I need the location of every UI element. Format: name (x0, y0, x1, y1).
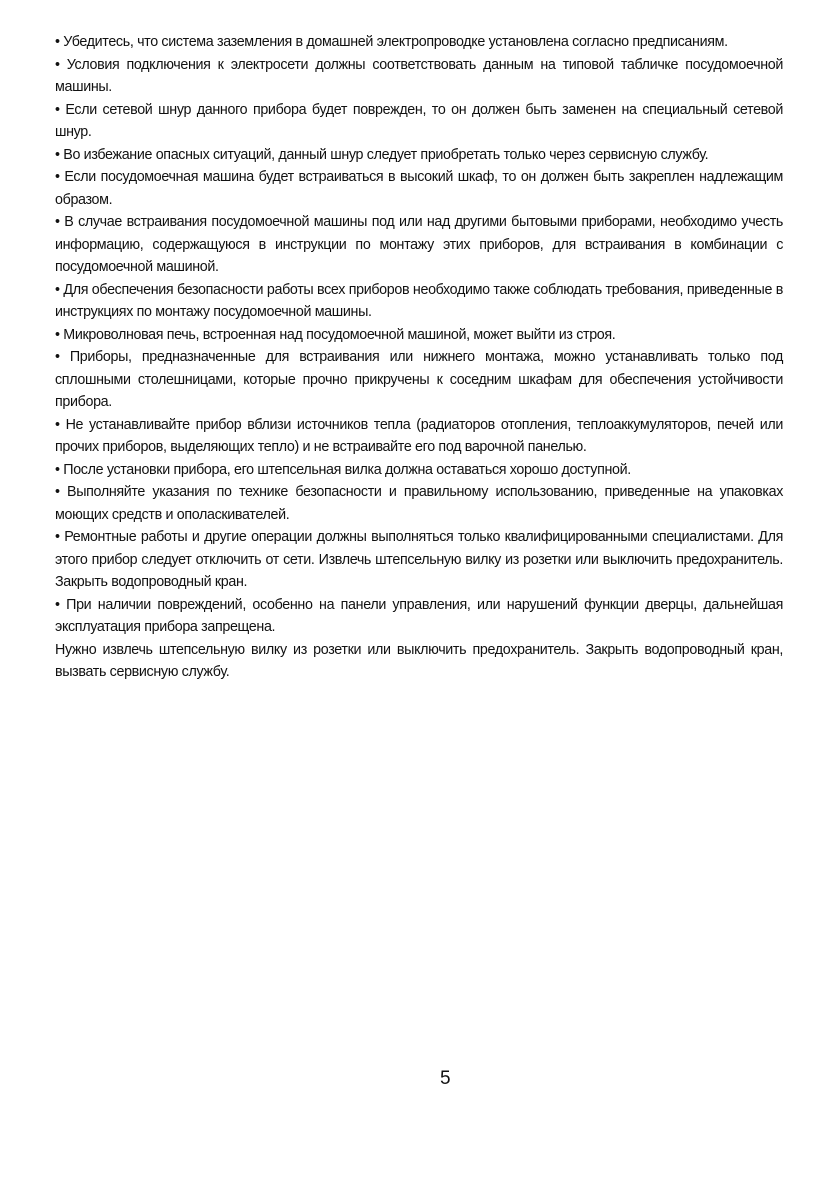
safety-paragraph: • При наличии повреждений, особенно на панели управления, или нарушений функции дверцы, дальнейшая эксплуатация прибора запрещена. (55, 596, 783, 635)
safety-paragraph: • Ремонтные работы и другие операции должны выполняться только квалифицированными специалистами. Для этого прибор следует отключить от сети. Извлечь штепсельную вилку из розетки или выключить предохранитель. Закрыть водопроводный кран. (55, 529, 783, 590)
safety-paragraph: • Не устанавливайте прибор вблизи источников тепла (радиаторов отопления, теплоаккумуляторов, печей или прочих приборов, выделяющих тепло) и не встраивайте его под варочной панелью. (55, 416, 783, 455)
safety-paragraph: • Во избежание опасных ситуаций, данный шнур следует приобретать только через сервисную службу. (55, 146, 709, 163)
page-number: 5 (440, 1068, 451, 1089)
safety-paragraph: • Приборы, предназначенные для встраивания или нижнего монтажа, можно устанавливать только под сплошными столешницами, которые прочно прикручены к соседним шкафам для обеспечения устойчивости прибора. (55, 349, 783, 410)
safety-paragraph: • В случае встраивания посудомоечной машины под или над другими бытовыми приборами, необходимо учесть информацию, содержащуюся в инструкции по монтажу этих приборов, для встраивания в комбинации с посудомоечной машиной. (55, 214, 783, 275)
safety-paragraph: • Если сетевой шнур данного прибора будет поврежден, то он должен быть заменен на специальный сетевой шнур. (55, 101, 783, 140)
document-body (55, 31, 783, 684)
safety-paragraph: • Микроволновая печь, встроенная над посудомоечной машиной, может выйти из строя. (55, 326, 616, 343)
safety-paragraph: • Выполняйте указания по технике безопасности и правильному использованию, приведенные на упаковках моющих средств и ополаскивателей. (55, 484, 783, 523)
safety-paragraph: • После установки прибора, его штепсельная вилка должна оставаться хорошо доступной. (55, 461, 631, 478)
safety-paragraph: • Убедитесь, что система заземления в домашней электропроводке установлена согласно предписаниям. (55, 34, 728, 50)
closing-paragraph: Нужно извлечь штепсельную вилку из розетки или выключить предохранитель. Закрыть водопроводный кран, вызвать сервисную службу. (55, 641, 783, 680)
safety-paragraph: • Если посудомоечная машина будет встраиваться в высокий шкаф, то он должен быть закреплен надлежащим образом. (55, 169, 783, 208)
safety-paragraph: • Для обеспечения безопасности работы всех приборов необходимо также соблюдать требования, приведенные в инструкциях по монтажу посудомоечной машины. (55, 281, 783, 320)
safety-paragraph: • Условия подключения к электросети должны соответствовать данным на типовой табличке посудомоечной машины. (55, 56, 783, 95)
